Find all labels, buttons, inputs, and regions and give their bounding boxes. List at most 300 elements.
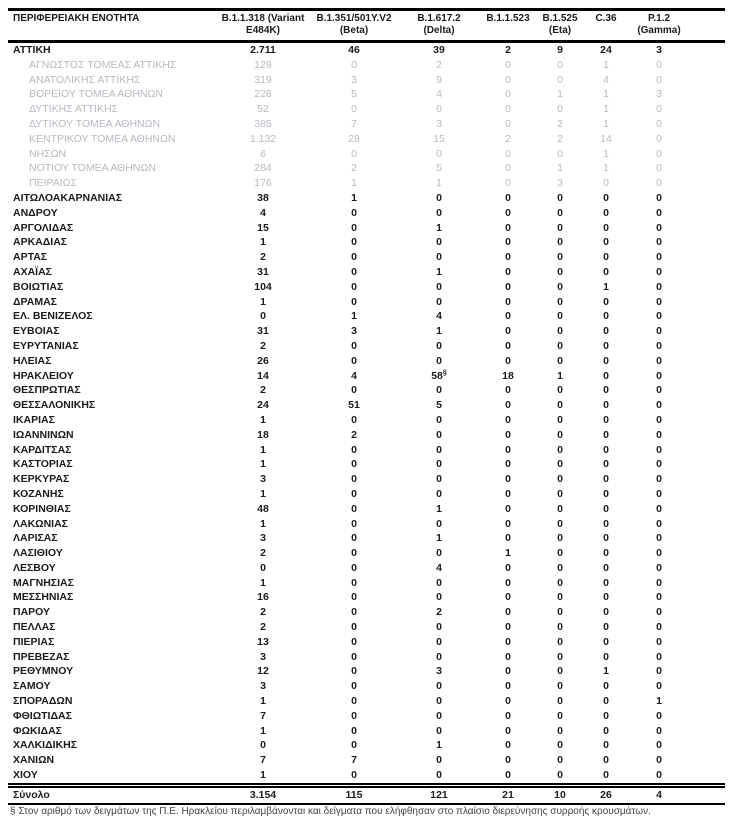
value-cell: 0 — [351, 384, 357, 397]
value-cell: 0 — [351, 665, 357, 678]
column-header-label: (Gamma) — [637, 25, 681, 36]
value-cell: 0 — [656, 413, 662, 426]
value-cell: 0 — [505, 177, 511, 190]
value-cell: 4 — [436, 88, 442, 101]
value-cell: 0 — [656, 310, 662, 323]
value-cell: 0 — [351, 769, 357, 782]
value-cell: 0 — [603, 221, 609, 234]
table-row — [8, 280, 725, 295]
value-cell: 0 — [557, 339, 563, 352]
spacer-cell — [690, 785, 725, 803]
value-cell: 0 — [260, 561, 266, 574]
table-row — [8, 620, 725, 635]
table-row — [8, 117, 725, 132]
value-cell: 0 — [557, 680, 563, 693]
value-cell: 0 — [557, 532, 563, 545]
value-cell: 0 — [557, 147, 563, 160]
value-cell: 0 — [557, 280, 563, 293]
value-cell: 0 — [351, 473, 357, 486]
table-row — [8, 768, 725, 785]
value-cell: 13 — [257, 635, 269, 648]
region-name-cell: ΜΕΣΣΗΝΙΑΣ — [13, 591, 74, 604]
value-cell: 0 — [603, 236, 609, 249]
value-cell: 0 — [557, 325, 563, 338]
value-cell: 52 — [257, 103, 269, 116]
column-header-eta — [536, 10, 584, 42]
value-cell: 0 — [505, 206, 511, 219]
value-cell: 0 — [656, 724, 662, 737]
value-cell: 0 — [436, 517, 442, 530]
region-name-cell: ΚΕΡΚΥΡΑΣ — [13, 473, 70, 486]
spacer-cell — [690, 295, 725, 310]
region-name-cell: ΗΛΕΙΑΣ — [13, 354, 52, 367]
value-cell: 129 — [254, 58, 272, 71]
value-cell: 1 — [436, 532, 442, 545]
value-cell: 2 — [557, 132, 563, 145]
value-cell: 0 — [656, 473, 662, 486]
value-cell: 28 — [348, 132, 360, 145]
value-cell: 0 — [656, 443, 662, 456]
spacer-cell — [690, 576, 725, 591]
value-cell: 0 — [436, 621, 442, 634]
value-cell: 0 — [557, 547, 563, 560]
value-cell: 0 — [351, 502, 357, 515]
value-cell: 1 — [557, 369, 563, 382]
value-cell: 0 — [557, 487, 563, 500]
value-cell: 0 — [351, 487, 357, 500]
value-cell: 385 — [254, 117, 272, 130]
value-cell: 0 — [436, 709, 442, 722]
total-value-cell: 21 — [502, 788, 514, 801]
value-cell: 0 — [260, 739, 266, 752]
value-cell: 3 — [260, 650, 266, 663]
value-cell: 0 — [557, 635, 563, 648]
region-name-cell: ΧΑΝΙΩΝ — [13, 754, 55, 767]
value-cell: 0 — [603, 369, 609, 382]
value-cell: 0 — [557, 561, 563, 574]
value-cell: 0 — [436, 680, 442, 693]
value-cell: 0 — [656, 769, 662, 782]
value-cell: 0 — [656, 58, 662, 71]
value-cell: 1 — [603, 280, 609, 293]
spacer-cell — [690, 147, 725, 162]
value-cell: 0 — [603, 265, 609, 278]
value-cell: 0 — [557, 103, 563, 116]
value-cell: 0 — [656, 399, 662, 412]
value-cell: 2 — [505, 44, 511, 56]
value-cell: 0 — [505, 413, 511, 426]
value-cell: 0 — [505, 709, 511, 722]
value-cell: 0 — [505, 665, 511, 678]
value-cell: 0 — [656, 650, 662, 663]
value-cell: 0 — [656, 576, 662, 589]
table-row — [8, 354, 725, 369]
table-row — [8, 679, 725, 694]
region-name-cell: ΛΕΣΒΟΥ — [13, 561, 56, 574]
value-cell: 0 — [505, 591, 511, 604]
column-header-label: B.1.525 — [542, 13, 578, 24]
value-cell: 0 — [505, 650, 511, 663]
value-cell: 0 — [603, 428, 609, 441]
value-cell: 0 — [656, 147, 662, 160]
value-cell: 0 — [557, 73, 563, 86]
region-name-cell: ΙΩΑΝΝΙΝΩΝ — [13, 428, 74, 441]
value-cell: 16 — [257, 591, 269, 604]
value-cell: 1 — [260, 517, 266, 530]
value-cell: 0 — [603, 487, 609, 500]
value-cell: 1 — [260, 443, 266, 456]
value-cell: 1 — [351, 310, 357, 323]
value-cell: 0 — [603, 635, 609, 648]
value-cell: 7 — [260, 709, 266, 722]
region-name-cell: ΒΟΡΕΙΟΥ ΤΟΜΕΑ ΑΘΗΝΩΝ — [29, 88, 163, 101]
table-row — [8, 561, 725, 576]
table-row — [8, 265, 725, 280]
total-value-cell: 4 — [656, 788, 662, 801]
value-cell: 24 — [600, 44, 612, 56]
total-value-cell: 26 — [600, 788, 612, 801]
value-cell: 2 — [260, 621, 266, 634]
value-cell: 1 — [436, 177, 442, 190]
table-row — [8, 221, 725, 236]
value-cell: 0 — [351, 576, 357, 589]
value-cell: 0 — [656, 384, 662, 397]
value-cell: 0 — [260, 310, 266, 323]
region-name-cell: ΕΥΡΥΤΑΝΙΑΣ — [13, 339, 79, 352]
total-label: Σύνολο — [13, 788, 50, 801]
value-cell: 46 — [348, 44, 360, 56]
spacer-cell — [690, 398, 725, 413]
value-cell: 1 — [351, 191, 357, 204]
table-row — [8, 132, 725, 147]
value-cell: 0 — [436, 695, 442, 708]
table-row — [8, 161, 725, 176]
spacer-cell — [690, 117, 725, 132]
value-cell: 0 — [656, 191, 662, 204]
spacer-cell — [690, 161, 725, 176]
table-row — [8, 546, 725, 561]
value-cell: 0 — [557, 354, 563, 367]
column-header-label: ΠΕΡΙΦΕΡΕΙΑΚΗ ΕΝΟΤΗΤΑ — [13, 13, 140, 24]
value-cell: 0 — [603, 310, 609, 323]
value-cell: 0 — [436, 547, 442, 560]
table-row — [8, 73, 725, 88]
value-cell: 24 — [257, 399, 269, 412]
table-row — [8, 58, 725, 73]
value-cell: 0 — [656, 369, 662, 382]
value-cell: 31 — [257, 325, 269, 338]
value-cell: 0 — [557, 739, 563, 752]
value-cell: 0 — [505, 251, 511, 264]
spacer-cell — [690, 132, 725, 147]
value-cell: 0 — [656, 709, 662, 722]
table-row — [8, 443, 725, 458]
value-cell: 0 — [505, 561, 511, 574]
region-name-cell: ΛΑΚΩΝΙΑΣ — [13, 517, 68, 530]
value-cell: 0 — [351, 547, 357, 560]
value-cell: 0 — [505, 88, 511, 101]
value-cell: 0 — [557, 517, 563, 530]
table-row — [8, 531, 725, 546]
value-cell: 0 — [603, 695, 609, 708]
value-cell: 0 — [436, 413, 442, 426]
value-cell: 0 — [603, 576, 609, 589]
spacer-cell — [690, 724, 725, 739]
table-row — [8, 664, 725, 679]
column-header-label: (Delta) — [423, 25, 455, 36]
value-cell: 0 — [656, 635, 662, 648]
value-cell: 0 — [557, 709, 563, 722]
table-row — [8, 250, 725, 265]
value-cell: 0 — [351, 621, 357, 634]
region-name-cell: ΑΙΤΩΛΟΑΚΑΡΝΑΝΙΑΣ — [13, 191, 123, 204]
table-row — [8, 724, 725, 739]
spacer-cell — [690, 679, 725, 694]
value-cell: 0 — [656, 236, 662, 249]
value-cell: 0 — [656, 502, 662, 515]
table-row — [8, 517, 725, 532]
value-cell: 0 — [603, 399, 609, 412]
region-name-cell: ΔΡΑΜΑΣ — [13, 295, 57, 308]
table-header — [8, 10, 725, 42]
value-cell: 18 — [257, 428, 269, 441]
spacer-cell — [690, 191, 725, 206]
region-name-cell: ΒΟΙΩΤΙΑΣ — [13, 280, 64, 293]
spacer-cell — [690, 738, 725, 753]
total-value-cell: 10 — [554, 788, 566, 801]
value-cell: 0 — [557, 399, 563, 412]
value-cell: 0 — [351, 206, 357, 219]
value-cell: 0 — [656, 606, 662, 619]
value-cell: 0 — [436, 280, 442, 293]
value-cell: 1 — [603, 103, 609, 116]
spacer-cell — [690, 605, 725, 620]
value-cell: 0 — [656, 754, 662, 767]
value-cell: 48 — [257, 502, 269, 515]
value-cell: 0 — [505, 487, 511, 500]
table-row — [8, 694, 725, 709]
value-cell: 0 — [656, 680, 662, 693]
value-cell: 0 — [557, 769, 563, 782]
value-cell: 0 — [557, 265, 563, 278]
value-cell: 3 — [260, 680, 266, 693]
value-cell: 0 — [656, 103, 662, 116]
value-cell: 0 — [436, 428, 442, 441]
value-cell: 0 — [656, 354, 662, 367]
value-cell: 0 — [505, 473, 511, 486]
total-value-cell: 3.154 — [249, 788, 277, 801]
value-cell: 9 — [436, 73, 442, 86]
value-cell: 0 — [557, 236, 563, 249]
value-cell: 0 — [656, 265, 662, 278]
spacer-cell — [690, 339, 725, 354]
spacer-cell — [690, 324, 725, 339]
value-cell: 3 — [260, 532, 266, 545]
value-cell: 0 — [603, 680, 609, 693]
value-cell: 4 — [436, 310, 442, 323]
region-name-cell: ΕΛ. ΒΕΝΙΖΕΛΟΣ — [13, 310, 93, 323]
table-row — [8, 191, 725, 206]
value-cell: 0 — [436, 458, 442, 471]
table-row — [8, 398, 725, 413]
value-cell: 0 — [351, 443, 357, 456]
value-cell: 0 — [557, 576, 563, 589]
value-cell: 0 — [505, 502, 511, 515]
region-name-cell: ΑΡΤΑΣ — [13, 251, 48, 264]
value-cell: 0 — [505, 606, 511, 619]
value-cell: 0 — [557, 473, 563, 486]
region-name-cell: ΜΑΓΝΗΣΙΑΣ — [13, 576, 74, 589]
column-header-label: C.36 — [595, 13, 617, 24]
value-cell: 0 — [505, 339, 511, 352]
region-name-cell: ΚΕΝΤΡΙΚΟΥ ΤΟΜΕΑ ΑΘΗΝΩΝ — [29, 132, 176, 145]
value-cell: 0 — [557, 621, 563, 634]
spacer-cell — [690, 309, 725, 324]
region-name-cell: ΧΑΛΚΙΔΙΚΗΣ — [13, 739, 78, 752]
spacer-cell — [690, 546, 725, 561]
table-row — [8, 235, 725, 250]
column-header-c36 — [584, 10, 628, 42]
value-cell: 0 — [351, 58, 357, 71]
value-cell: 0 — [603, 384, 609, 397]
region-name-cell: ΠΑΡΟΥ — [13, 606, 51, 619]
value-cell: 0 — [351, 265, 357, 278]
value-cell: 0 — [557, 695, 563, 708]
value-cell: 0 — [351, 635, 357, 648]
value-cell: 0 — [351, 561, 357, 574]
value-cell: 5 — [436, 399, 442, 412]
table-row — [8, 102, 725, 117]
value-cell: 0 — [351, 680, 357, 693]
column-header-label: E484K) — [246, 25, 280, 36]
spacer-cell — [690, 87, 725, 102]
value-cell: 0 — [351, 650, 357, 663]
value-cell: 0 — [656, 177, 662, 190]
value-cell: 1 — [656, 695, 662, 708]
value-cell: 5 — [436, 162, 442, 175]
total-row — [8, 785, 725, 803]
value-cell: 0 — [603, 739, 609, 752]
value-cell: 0 — [656, 221, 662, 234]
value-cell: 0 — [351, 251, 357, 264]
value-cell: 319 — [254, 73, 272, 86]
value-cell: 1 — [260, 724, 266, 737]
table-row — [8, 635, 725, 650]
value-cell: 1 — [557, 162, 563, 175]
value-cell: 0 — [603, 621, 609, 634]
value-cell: 0 — [603, 754, 609, 767]
value-cell: 2.711 — [250, 44, 276, 56]
spacer-cell — [690, 472, 725, 487]
value-cell: 1 — [436, 739, 442, 752]
value-cell: 1 — [260, 695, 266, 708]
value-cell: 0 — [656, 132, 662, 145]
value-cell: 0 — [505, 73, 511, 86]
value-cell: 0 — [603, 517, 609, 530]
value-cell: 0 — [351, 606, 357, 619]
value-cell: 2 — [260, 251, 266, 264]
column-header-region — [8, 10, 216, 42]
total-value-cell: 121 — [430, 788, 448, 801]
spacer-cell — [690, 694, 725, 709]
value-cell: 4 — [351, 369, 357, 382]
region-name-cell: ΑΡΓΟΛΙΔΑΣ — [13, 221, 74, 234]
value-cell: 0 — [656, 517, 662, 530]
value-cell: 0 — [557, 58, 563, 71]
value-cell: 2 — [260, 384, 266, 397]
region-name-cell: ΦΩΚΙΔΑΣ — [13, 724, 62, 737]
value-cell: 1 — [436, 265, 442, 278]
value-cell: 0 — [656, 532, 662, 545]
value-cell: 0 — [505, 325, 511, 338]
spacer-cell — [690, 517, 725, 532]
column-header-delta — [398, 10, 480, 42]
value-cell: 4 — [436, 561, 442, 574]
value-cell: 0 — [436, 769, 442, 782]
value-cell: 1 — [603, 58, 609, 71]
value-cell: 0 — [436, 354, 442, 367]
value-cell: 12 — [257, 665, 269, 678]
footnote-marker: § — [442, 369, 447, 377]
region-name-cell: ΙΚΑΡΙΑΣ — [13, 413, 55, 426]
value-cell: 2 — [557, 117, 563, 130]
region-name-cell: ΚΟΡΙΝΘΙΑΣ — [13, 502, 71, 515]
value-cell: 1 — [436, 325, 442, 338]
value-cell: 0 — [351, 354, 357, 367]
value-cell: 15 — [257, 221, 269, 234]
spacer-cell — [690, 73, 725, 88]
value-cell: 1 — [260, 295, 266, 308]
spacer-cell — [690, 369, 725, 384]
value-cell: 5 — [351, 88, 357, 101]
spacer-cell — [690, 709, 725, 724]
value-cell: 0 — [351, 236, 357, 249]
value-cell: 0 — [557, 591, 563, 604]
value-cell: 0 — [436, 251, 442, 264]
table-row — [8, 295, 725, 310]
spacer-cell — [690, 531, 725, 546]
spacer-cell — [690, 768, 725, 785]
value-cell: 0 — [505, 236, 511, 249]
value-cell: 4 — [260, 206, 266, 219]
value-cell: 0 — [505, 103, 511, 116]
footnote-clipped: § Στον αριθμό των δειγμάτων της Π.Ε. Ηρακλείου περιλαμβάνονται και δείγματα που ελήφθησαν στο πλαίσιο διερεύνησης συρροής κρουσμάτων. — [10, 805, 651, 817]
value-cell: 0 — [603, 709, 609, 722]
table-row — [8, 206, 725, 221]
value-cell: 0 — [351, 739, 357, 752]
value-cell: 228 — [254, 88, 272, 101]
value-cell: 0 — [505, 576, 511, 589]
value-cell: 2 — [260, 547, 266, 560]
value-cell: 1 — [351, 177, 357, 190]
value-cell: 0 — [505, 221, 511, 234]
value-cell: 0 — [656, 739, 662, 752]
value-cell: 0 — [557, 310, 563, 323]
variants-table — [8, 8, 725, 805]
value-cell: 0 — [656, 591, 662, 604]
table-row — [8, 176, 725, 191]
value-cell: 0 — [557, 191, 563, 204]
value-cell: 2 — [260, 606, 266, 619]
value-cell: 3 — [656, 88, 662, 101]
value-cell: 0 — [656, 206, 662, 219]
table-row — [8, 576, 725, 591]
value-cell: 3 — [557, 177, 563, 190]
value-cell: 6 — [260, 147, 266, 160]
table-row — [8, 738, 725, 753]
spacer-cell — [690, 383, 725, 398]
value-cell: 0 — [557, 606, 563, 619]
